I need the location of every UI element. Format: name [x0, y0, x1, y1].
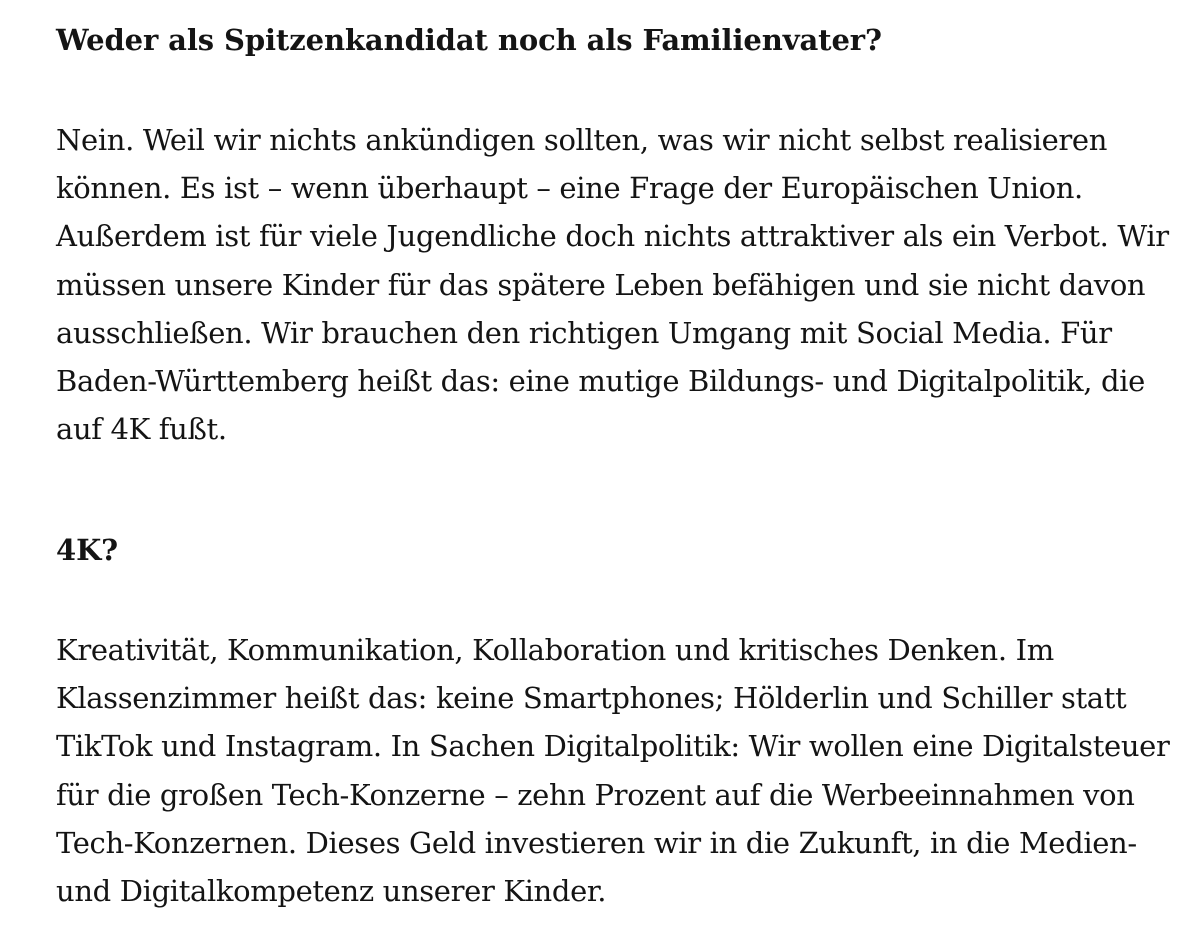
text-line: können. Es ist – wenn überhaupt – eine Frage der Europäischen Union. — [56, 171, 1083, 206]
answer-paragraph-2 — [56, 626, 1169, 915]
text-line: auf 4K fußt. — [56, 412, 227, 447]
text-line: Nein. Weil wir nichts ankündigen sollten, was wir nicht selbst realisieren — [56, 123, 1108, 157]
text-line: TikTok und Instagram. In Sachen Digitalpolitik: Wir wollen eine Digitalsteuer — [56, 729, 1170, 764]
text-line: Kreativität, Kommunikation, Kollaboration und kritisches Denken. Im — [56, 633, 1054, 667]
text-line: ausschließen. Wir brauchen den richtigen Umgang mit Social Media. Für — [56, 315, 1112, 350]
text-line: Baden-Württemberg heißt das: eine mutige Bildungs- und Digitalpolitik, die — [56, 364, 1145, 399]
text-line: Außerdem ist für viele Jugendliche doch nichts attraktiver als ein Verbot. Wir — [56, 219, 1169, 254]
text-line: Klassenzimmer heißt das: keine Smartphones; Hölderlin und Schiller statt — [56, 681, 1127, 716]
text-line: für die großen Tech-Konzerne – zehn Prozent auf die Werbeeinnahmen von — [56, 777, 1135, 812]
text-line: Tech-Konzernen. Dieses Geld investieren wir in die Zukunft, in die Medien- — [56, 825, 1137, 860]
section-heading-question-1: Weder als Spitzenkandidat noch als Familienvater? — [56, 23, 882, 57]
section-heading-question-2: 4K? — [56, 533, 119, 567]
text-line: müssen unsere Kinder für das spätere Leben befähigen und sie nicht davon — [56, 267, 1146, 302]
answer-paragraph-1 — [56, 116, 1169, 453]
text-line: und Digitalkompetenz unserer Kinder. — [56, 874, 607, 909]
